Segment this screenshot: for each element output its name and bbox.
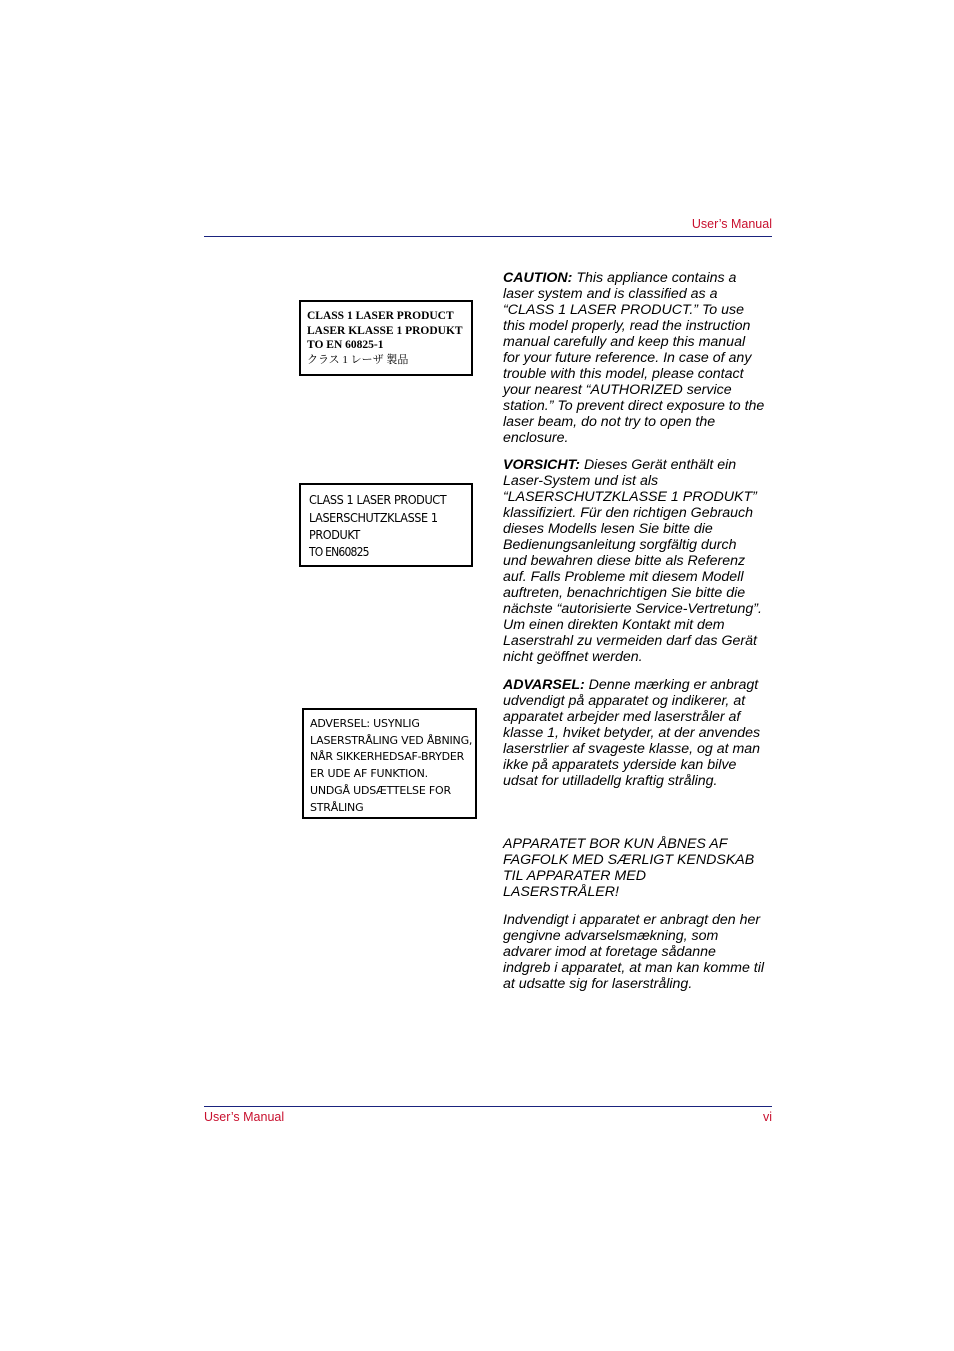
paragraph-line: LASERSTRÅLER! bbox=[503, 884, 619, 900]
vorsicht-paragraph bbox=[503, 457, 771, 665]
paragraph-line: dieses Modells lesen Sie bitte die bbox=[503, 521, 713, 537]
paragraph-line: FAGFOLK MED SÆRLIGT KENDSKAB bbox=[503, 852, 755, 868]
paragraph-line: enclosure. bbox=[503, 430, 569, 446]
label-line: PRODUKT bbox=[309, 527, 360, 542]
label-line: ER UDE AF FUNKTION. bbox=[310, 767, 428, 781]
label-line: STRÅLING bbox=[310, 800, 364, 814]
paragraph-line: manual carefully and keep this manual bbox=[503, 334, 746, 350]
paragraph-line: udsat for utilladellg kraftig stråling. bbox=[503, 773, 718, 789]
paragraph-line: Um einen direkten Kontakt mit dem bbox=[503, 617, 725, 633]
footer-title: User’s Manual bbox=[204, 1110, 285, 1124]
paragraph-line: nicht geöffnet werden. bbox=[503, 649, 643, 665]
paragraph-line: indgreb i apparatet, at man kan komme til bbox=[503, 960, 765, 976]
paragraph-line: trouble with this model, please contact bbox=[503, 366, 744, 382]
label-line: NÅR SIKKERHEDSAF-BRYDER bbox=[310, 750, 465, 764]
header-rule bbox=[204, 236, 772, 237]
paragraph-line: “LASERSCHUTZKLASSE 1 PRODUKT” bbox=[503, 489, 757, 505]
caution-paragraph bbox=[503, 270, 771, 446]
paragraph-line: Laser-System und ist als bbox=[503, 473, 659, 489]
label-line: LASERSTRÅLING VED ÅBNING, bbox=[310, 733, 473, 747]
paragraph-line: udvendigt på apparatet og indikerer, at bbox=[503, 693, 746, 709]
paragraph-line: Dieses Gerät enthält ein bbox=[583, 457, 737, 473]
advarsel-lead: ADVARSEL: bbox=[503, 677, 585, 693]
paragraph-line: TIL APPARATER MED bbox=[503, 868, 646, 884]
paragraph-line: gengivne advarselsmækning, som bbox=[503, 928, 719, 944]
caution-lead: CAUTION: bbox=[503, 270, 573, 286]
label-line: TO EN 60825-1 bbox=[307, 339, 384, 351]
paragraph-line: this model properly, read the instruction bbox=[503, 318, 751, 334]
paragraph-line: at udsatte sig for laserstråling. bbox=[503, 976, 693, 992]
indvendigt-paragraph bbox=[503, 912, 771, 992]
label-line: UNDGÅ UDSÆTTELSE FOR bbox=[310, 783, 451, 797]
paragraph-line: laser beam, do not try to open the bbox=[503, 414, 716, 430]
page-number: vi bbox=[762, 1110, 772, 1124]
paragraph-line: laser system and is classified as a bbox=[503, 286, 718, 302]
paragraph-line: auftreten, benachrichtigen Sie bitte die bbox=[503, 585, 746, 601]
label-line: LASERSCHUTZKLASSE 1 bbox=[309, 509, 438, 525]
advarsel-paragraph bbox=[503, 677, 771, 789]
paragraph-line: laserstrlier af svageste klasse, og at man bbox=[503, 741, 761, 757]
paragraph-line: for your future reference. In case of any bbox=[503, 350, 752, 366]
paragraph-line: klasse 1, hviket betyder, at der anvendes bbox=[503, 725, 761, 741]
paragraph-line: This appliance contains a bbox=[576, 270, 737, 286]
paragraph-line: auf. Falls Probleme mit diesem Modell bbox=[503, 569, 744, 585]
label-line: CLASS 1 LASER PRODUCT bbox=[307, 310, 454, 322]
paragraph-line: ikke på apparatets yderside kan bilve bbox=[503, 757, 737, 773]
apparatet-paragraph bbox=[503, 836, 771, 900]
adversel-warning-label bbox=[302, 708, 477, 819]
label-line: TO EN60825 bbox=[309, 544, 369, 559]
label-line: クラス 1 レーザ 製品 bbox=[307, 353, 409, 366]
paragraph-line: station.” To prevent direct exposure to the bbox=[503, 398, 765, 414]
label-line: CLASS 1 LASER PRODUCT bbox=[309, 492, 447, 507]
paragraph-line: “CLASS 1 LASER PRODUCT.” To use bbox=[503, 302, 745, 318]
footer-rule bbox=[204, 1106, 772, 1107]
paragraph-line: Denne mærking er anbragt bbox=[588, 677, 759, 693]
paragraph-line: Bedienungsanleitung sorgfältig durch bbox=[503, 537, 737, 553]
paragraph-line: Indvendigt i apparatet er anbragt den her bbox=[503, 912, 761, 928]
paragraph-line: advarer imod at foretage sådanne bbox=[503, 944, 716, 960]
header-title: User’s Manual bbox=[691, 217, 772, 231]
paragraph-line: apparatet arbejder med laserstråler af bbox=[503, 709, 741, 725]
vorsicht-lead: VORSICHT: bbox=[503, 457, 580, 473]
paragraph-line: Laserstrahl zu vermeiden darf das Gerät bbox=[503, 633, 757, 649]
paragraph-line: und bewahren diese bitte als Referenz bbox=[503, 553, 746, 569]
paragraph-line: nächste “autorisierte Service-Vertretung”. bbox=[503, 601, 762, 617]
paragraph-line: your nearest “AUTHORIZED service bbox=[503, 382, 732, 398]
class1-laser-label-jp bbox=[299, 300, 473, 376]
paragraph-line: APPARATET BOR KUN ÅBNES AF bbox=[503, 836, 728, 852]
label-line: ADVERSEL: USYNLIG bbox=[310, 717, 420, 730]
class1-laser-label-de bbox=[299, 483, 473, 567]
paragraph-line: klassifiziert. Für den richtigen Gebrauch bbox=[503, 505, 753, 521]
label-line: LASER KLASSE 1 PRODUKT bbox=[307, 324, 463, 337]
